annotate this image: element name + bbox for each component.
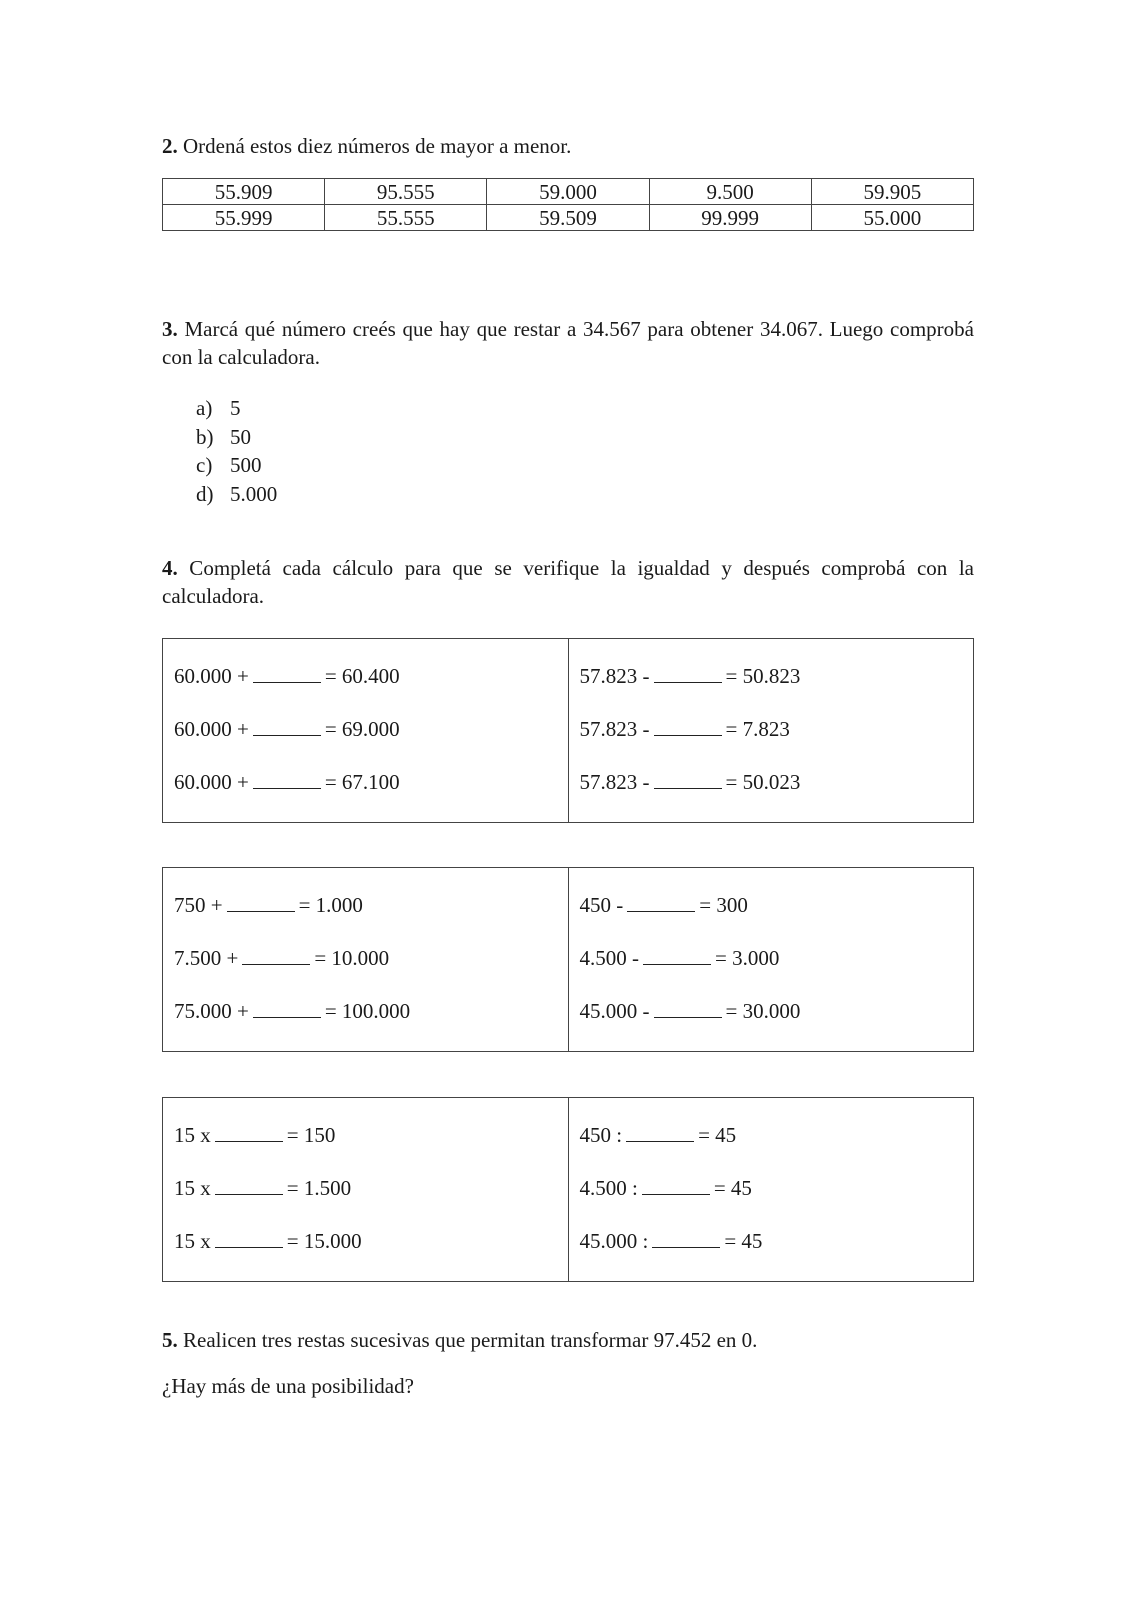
table-row bbox=[163, 205, 974, 231]
equation bbox=[580, 767, 964, 820]
calc-column-left bbox=[163, 639, 568, 822]
numbers-table bbox=[162, 178, 974, 231]
answer-blank[interactable] bbox=[253, 768, 321, 789]
equation bbox=[580, 1173, 964, 1226]
table-cell: 9.500 bbox=[649, 179, 811, 205]
option-a[interactable] bbox=[196, 394, 277, 423]
equation-result: = 69.000 bbox=[324, 717, 400, 741]
equation bbox=[174, 996, 558, 1049]
equation-operand: 750 + bbox=[174, 893, 223, 917]
answer-blank[interactable] bbox=[253, 997, 321, 1018]
answer-blank[interactable] bbox=[253, 715, 321, 736]
equation-result: = 50.023 bbox=[725, 770, 801, 794]
table-cell: 99.999 bbox=[649, 205, 811, 231]
question-number: 3. bbox=[162, 317, 178, 341]
calc-column-right bbox=[568, 868, 974, 1051]
equation-operand: 45.000 - bbox=[579, 999, 650, 1023]
equation-operand: 4.500 : bbox=[579, 1176, 638, 1200]
answer-blank[interactable] bbox=[643, 944, 711, 965]
question-3 bbox=[162, 315, 974, 371]
option-b[interactable] bbox=[196, 423, 277, 452]
equation-operand: 15 x bbox=[174, 1123, 211, 1147]
equation-operand: 57.823 - bbox=[579, 770, 650, 794]
equation-result: = 45 bbox=[713, 1176, 752, 1200]
answer-blank[interactable] bbox=[242, 944, 310, 965]
answer-blank[interactable] bbox=[654, 768, 722, 789]
equation bbox=[174, 1173, 558, 1226]
answer-blank[interactable] bbox=[215, 1121, 283, 1142]
equation-result: = 67.100 bbox=[324, 770, 400, 794]
equation-operand: 7.500 + bbox=[174, 946, 239, 970]
answer-blank[interactable] bbox=[654, 997, 722, 1018]
question-text: Marcá qué número creés que hay que restar a 34.567 para obtener 34.067. Luego comprobá con la calculadora. bbox=[162, 317, 974, 369]
table-cell: 55.999 bbox=[163, 205, 325, 231]
option-label: b) bbox=[196, 424, 214, 449]
calc-box-addition-subtraction-2 bbox=[162, 867, 974, 1052]
equation-result: = 3.000 bbox=[715, 946, 780, 970]
equation bbox=[580, 1226, 964, 1279]
table-cell: 59.000 bbox=[487, 179, 649, 205]
option-label: c) bbox=[196, 453, 213, 477]
equation bbox=[580, 890, 964, 943]
answer-blank[interactable] bbox=[654, 715, 722, 736]
equation bbox=[580, 943, 964, 996]
equation-result: = 300 bbox=[699, 893, 748, 917]
question-number: 5. bbox=[162, 1328, 178, 1352]
calc-column-right bbox=[568, 1098, 974, 1281]
equation-operand: 57.823 - bbox=[579, 717, 650, 741]
equation bbox=[580, 661, 964, 714]
equation-operand: 60.000 + bbox=[174, 717, 249, 741]
equation-result: = 15.000 bbox=[286, 1229, 362, 1253]
question-number: 4. bbox=[162, 556, 178, 580]
equation-operand: 75.000 + bbox=[174, 999, 249, 1023]
equation bbox=[174, 943, 558, 996]
equation-operand: 15 x bbox=[174, 1176, 211, 1200]
equation-operand: 450 - bbox=[579, 893, 624, 917]
table-cell: 55.555 bbox=[325, 205, 487, 231]
table-cell: 59.509 bbox=[487, 205, 649, 231]
equation-result: = 45 bbox=[698, 1123, 737, 1147]
question-text: Completá cada cálculo para que se verifique la igualdad y después comprobá con la calculadora. bbox=[162, 556, 974, 608]
option-label: d) bbox=[196, 481, 214, 506]
equation-operand: 450 : bbox=[579, 1123, 623, 1147]
answer-blank[interactable] bbox=[642, 1174, 710, 1195]
equation bbox=[174, 767, 558, 820]
answer-blank[interactable] bbox=[627, 891, 695, 912]
calc-column-left bbox=[163, 868, 568, 1051]
equation bbox=[174, 714, 558, 767]
equation-result: = 100.000 bbox=[324, 999, 411, 1023]
question-text: Ordená estos diez números de mayor a menor. bbox=[177, 134, 572, 158]
options-list bbox=[196, 394, 277, 508]
equation-result: = 1.000 bbox=[298, 893, 363, 917]
equation bbox=[580, 996, 964, 1049]
calc-column-right bbox=[568, 639, 974, 822]
answer-blank[interactable] bbox=[654, 662, 722, 683]
calc-box-multiplication-division bbox=[162, 1097, 974, 1282]
equation-result: = 150 bbox=[286, 1123, 336, 1147]
equation-result: = 7.823 bbox=[725, 717, 790, 741]
equation-result: = 50.823 bbox=[725, 664, 801, 688]
equation bbox=[174, 1120, 558, 1173]
equation bbox=[580, 1120, 964, 1173]
table-cell: 55.000 bbox=[811, 205, 973, 231]
option-value: 50 bbox=[230, 424, 251, 449]
answer-blank[interactable] bbox=[215, 1227, 283, 1248]
question-2 bbox=[162, 132, 974, 160]
table-cell: 55.909 bbox=[163, 179, 325, 205]
calc-column-left bbox=[163, 1098, 568, 1281]
equation bbox=[174, 890, 558, 943]
equation-result: = 60.400 bbox=[324, 664, 400, 688]
equation bbox=[174, 661, 558, 714]
question-5-followup: ¿Hay más de una posibilidad? bbox=[162, 1374, 414, 1398]
option-c[interactable] bbox=[196, 451, 277, 480]
answer-blank[interactable] bbox=[215, 1174, 283, 1195]
question-4 bbox=[162, 554, 974, 610]
question-number: 2. bbox=[162, 134, 178, 158]
option-label: a) bbox=[196, 396, 213, 420]
option-value: 500 bbox=[230, 453, 262, 477]
option-value: 5.000 bbox=[230, 481, 278, 506]
option-value: 5 bbox=[230, 396, 241, 420]
equation-operand: 60.000 + bbox=[174, 770, 249, 794]
calc-box-addition-subtraction-1 bbox=[162, 638, 974, 823]
answer-blank[interactable] bbox=[652, 1227, 720, 1248]
table-cell: 59.905 bbox=[811, 179, 973, 205]
equation-operand: 15 x bbox=[174, 1229, 211, 1253]
equation-operand: 57.823 - bbox=[579, 664, 650, 688]
answer-blank[interactable] bbox=[253, 662, 321, 683]
equation-operand: 45.000 : bbox=[579, 1229, 649, 1253]
table-row bbox=[163, 179, 974, 205]
question-text: Realicen tres restas sucesivas que permitan transformar 97.452 en 0. bbox=[177, 1328, 758, 1352]
equation bbox=[174, 1226, 558, 1279]
equation-result: = 30.000 bbox=[725, 999, 801, 1023]
option-d[interactable] bbox=[196, 480, 277, 509]
equation bbox=[580, 714, 964, 767]
equation-result: = 45 bbox=[724, 1229, 763, 1253]
answer-blank[interactable] bbox=[626, 1121, 694, 1142]
equation-result: = 1.500 bbox=[286, 1176, 352, 1200]
equation-result: = 10.000 bbox=[314, 946, 390, 970]
equation-operand: 4.500 - bbox=[579, 946, 639, 970]
answer-blank[interactable] bbox=[227, 891, 295, 912]
question-5 bbox=[162, 1326, 974, 1354]
table-cell: 95.555 bbox=[325, 179, 487, 205]
equation-operand: 60.000 + bbox=[174, 664, 249, 688]
